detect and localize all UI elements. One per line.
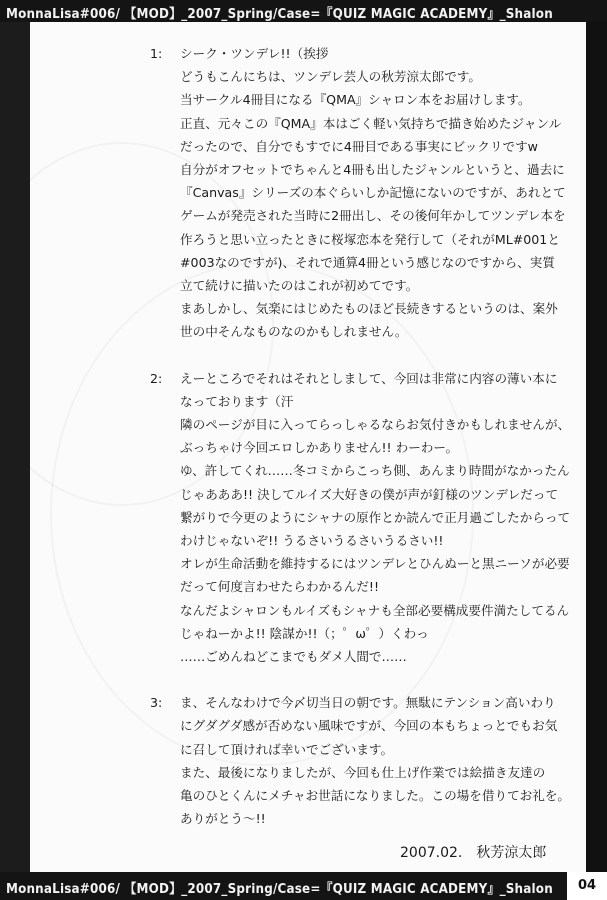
text-line: じゃねーかよ!! 陰謀か!!（；゜ω゜）くわっ	[180, 625, 429, 641]
text-line: じゃあああ!! 決してルイズ大好きの僕が声が釘様のツンデレだって	[180, 486, 559, 502]
paragraph-number: 2:	[150, 370, 163, 386]
text-line: ……ごめんねどこまでもダメ人間で……	[180, 649, 407, 665]
text-line: #003なのですが)、それで通算4冊という感じなのですから、実質	[180, 254, 555, 270]
text-line: オレが生命活動を維持するにはツンデレとひんぬーと黒ニーソが必要	[180, 556, 570, 572]
text-line: また、最後になりましたが、今回も仕上げ作業では絵描き友達の	[180, 764, 546, 780]
text-line: わけじゃないぞ!! うるさいうるさいうるさい!!	[180, 533, 444, 549]
paragraph	[150, 42, 566, 344]
paragraph	[150, 367, 571, 669]
text-line: シーク・ツンデレ!!（挨拶	[180, 46, 329, 61]
left-page-edge	[0, 22, 30, 872]
text-line: にグダグダ感が否めない風味ですが、今回の本もちょっとでもお気	[180, 718, 558, 734]
text-line: なんだよシャロンもルイズもシャナも全部必要構成要件満たしてるん	[180, 602, 570, 618]
text-line: 世の中そんなものなのかもしれません。	[180, 324, 408, 340]
text-line: 作ろうと思い立ったときに桜塚恋本を発行して（それがML#001と	[180, 231, 560, 247]
text-line: 隣のページが目に入ってらっしゃるならお気付きかもしれませんが、	[180, 417, 571, 433]
right-page-edge	[586, 22, 607, 872]
text-line: まあしかし、気楽にはじめたものほど長続きするというのは、案外	[180, 301, 558, 317]
text-line: 亀のひとくんにメチャお世話になりました。この場を借りてお礼を。	[180, 788, 571, 804]
page-number: 04	[567, 872, 607, 900]
header-bar	[0, 0, 607, 22]
text-line: どうもこんにちは、ツンデレ芸人の秋芳涼太郎です。	[180, 69, 481, 85]
paragraph-number: 3:	[150, 695, 163, 711]
text-line: ま、そんなわけで今〆切当日の朝です。無駄にテンション高いわり	[180, 695, 556, 711]
text-line: 自分がオフセットでちゃんと4冊も出したジャンルというと、過去に	[180, 162, 565, 178]
text-line: だって何度言わせたらわかるんだ!!	[180, 579, 380, 595]
text-line: ありがとう〜!!	[180, 811, 266, 827]
text-line: なっております（汗	[180, 393, 294, 409]
text-line: 立て続けに描いたのはこれが初めてです。	[180, 278, 419, 294]
afterword-text	[150, 42, 571, 854]
signature: 2007.02. 秋芳涼太郎	[400, 845, 547, 861]
footer-title: MonnaLisa#006/ 【MOD】_2007_Spring/Case=『QUIZ MAGIC ACADEMY』_Shalon	[6, 882, 553, 897]
text-line: に召して頂ければ幸いでございます。	[180, 741, 394, 757]
footer-bar	[0, 872, 607, 900]
paragraph	[150, 691, 571, 830]
text-line: 『Canvas』シリーズの本ぐらいしか記憶にないのですが、あれとて	[180, 185, 566, 201]
text-line: ゲームが発売された当時に2冊出し、その後何年かしてツンデレ本を	[180, 208, 566, 224]
text-line: ぶっちゃけ今回エロしかありません!! わーわー。	[180, 440, 459, 456]
text-line: だったので、自分でもすでに4冊目である事実にビックリですw	[180, 138, 538, 154]
text-line: 繋がりで今更のようにシャナの原作とか読んで正月過ごしたからって	[180, 509, 571, 525]
text-line: ゆ、許してくれ……冬コミからこっち側、あんまり時間がなかったん	[180, 463, 570, 479]
paragraph-number: 1:	[150, 46, 163, 61]
text-line: えーところでそれはそれとしまして、今回は非常に内容の薄い本に	[180, 370, 558, 386]
text-line: 当サークル4冊目になる『QMA』シャロン本をお届けします。	[180, 92, 531, 108]
header-title: MonnaLisa#006/ 【MOD】_2007_Spring/Case=『QUIZ MAGIC ACADEMY』_Shalon	[6, 7, 553, 22]
text-line: 正直、元々この『QMA』本はごく軽い気持ちで描き始めたジャンル	[180, 115, 562, 131]
